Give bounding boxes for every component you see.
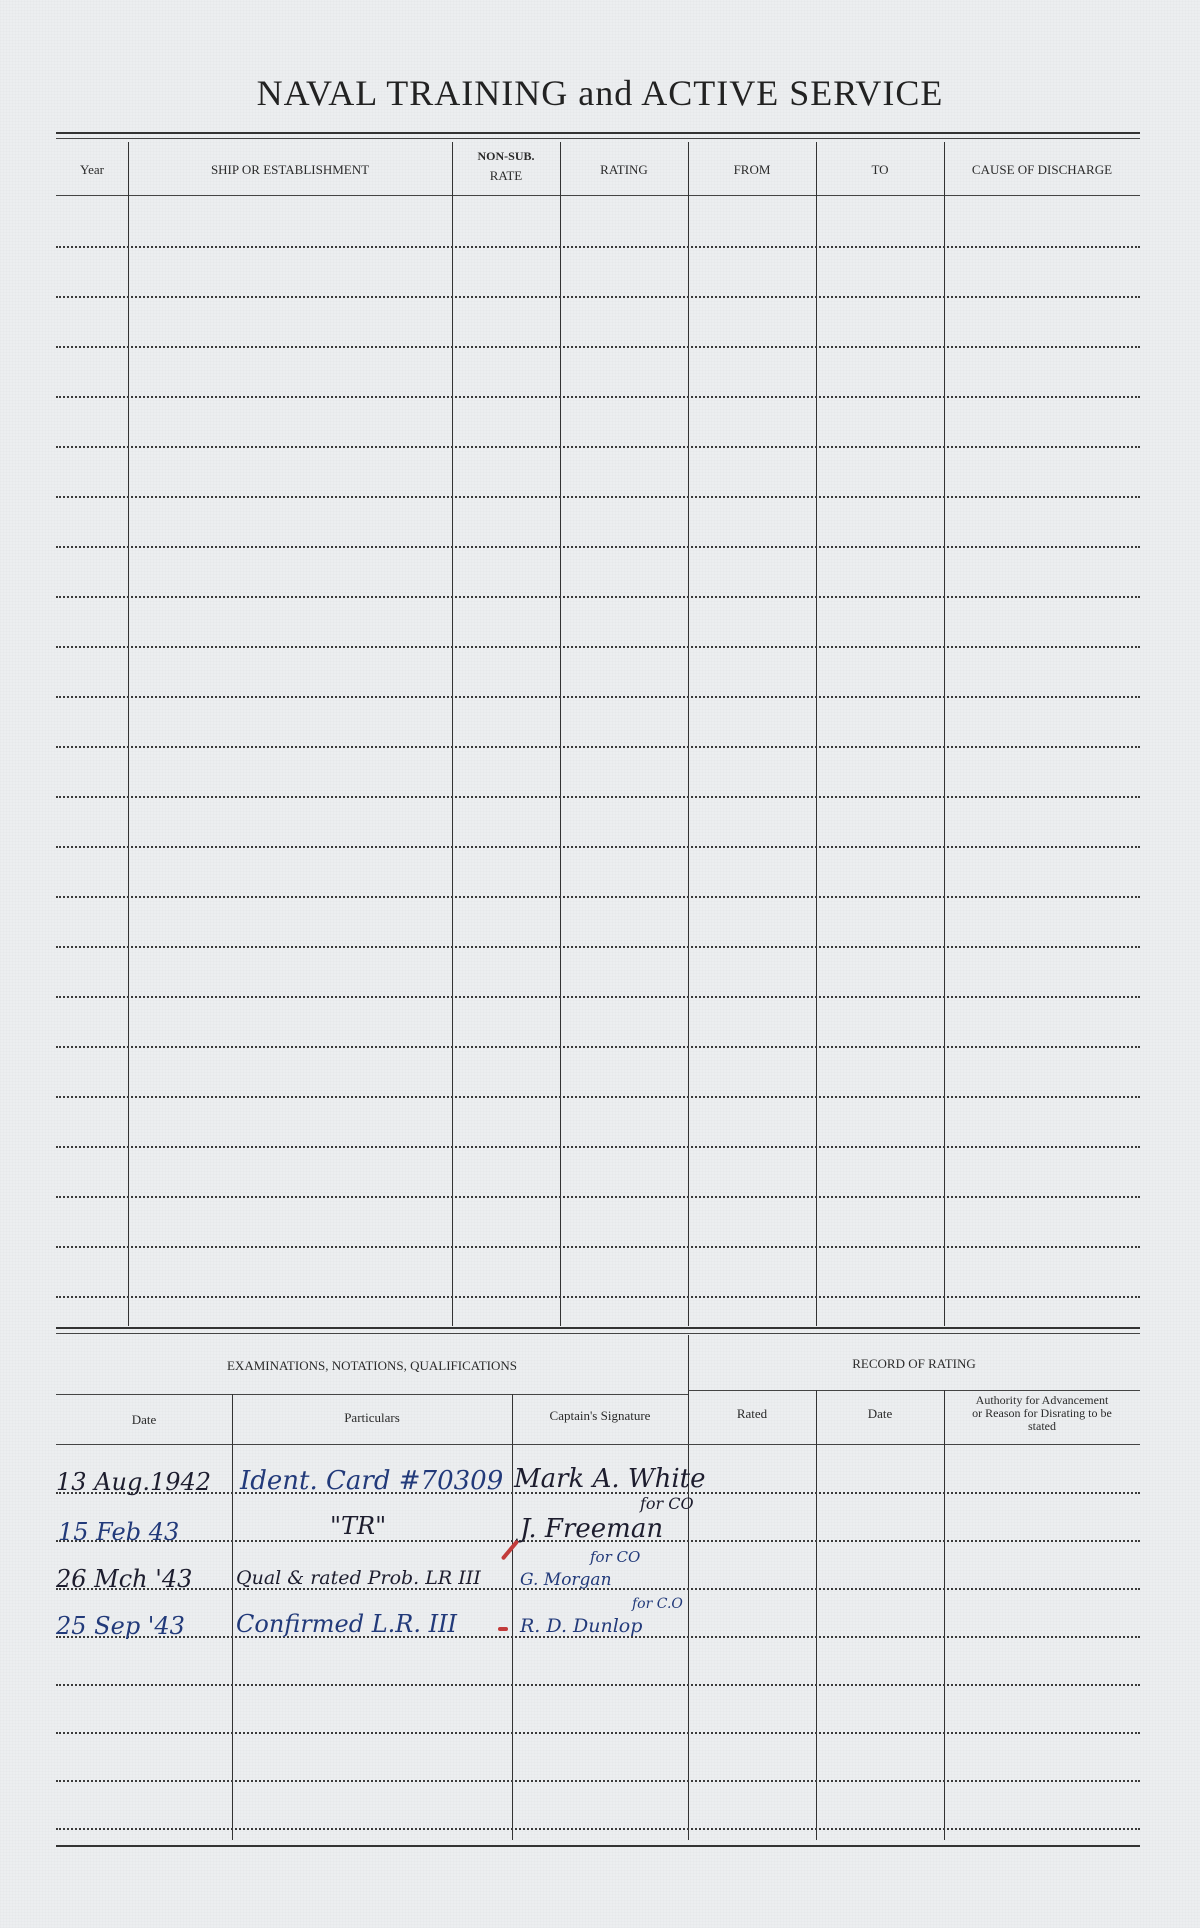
col-divider xyxy=(560,142,561,1326)
dotted-rule xyxy=(56,1046,1140,1048)
page-title: NAVAL TRAINING and ACTIVE SERVICE xyxy=(256,73,944,113)
col-divider xyxy=(816,1390,817,1840)
exam-row-1-particulars: Ident. Card #70309 xyxy=(240,1466,504,1496)
dotted-rule xyxy=(56,1296,1140,1298)
exam-row-2-date: 15 Feb 43 xyxy=(58,1518,180,1546)
col-divider xyxy=(512,1394,513,1840)
header-rated: Rated xyxy=(736,1406,768,1421)
dotted-rule xyxy=(56,596,1140,598)
header-authority-line3: stated xyxy=(1028,1419,1056,1433)
exam-row-1-date: 13 Aug.1942 xyxy=(56,1468,212,1496)
exam-row-4-date: 25 Sep '43 xyxy=(56,1612,185,1640)
examinations-section-title: EXAMINATIONS, NOTATIONS, QUALIFICATIONS xyxy=(226,1358,517,1373)
dotted-rule xyxy=(56,646,1140,648)
dotted-rule xyxy=(56,446,1140,448)
header-ship-or-establishment: SHIP OR ESTABLISHMENT xyxy=(210,162,370,177)
col-divider xyxy=(128,142,129,1326)
dotted-rule xyxy=(56,1246,1140,1248)
exam-row-3-note: for CO xyxy=(590,1548,641,1566)
exam-row-3-date: 26 Mch '43 xyxy=(56,1565,193,1593)
header-rating-date: Date xyxy=(867,1406,893,1421)
top-rule xyxy=(56,132,1140,134)
header-to: TO xyxy=(871,162,889,177)
exam-row-4-note: for C.O xyxy=(632,1596,683,1612)
dotted-rule xyxy=(56,1146,1140,1148)
header-authority xyxy=(944,1394,1140,1433)
dotted-rule xyxy=(56,896,1140,898)
header-particulars: Particulars xyxy=(344,1410,400,1425)
top-rule-thin xyxy=(56,138,1140,139)
dotted-rule xyxy=(56,1732,1140,1734)
rating-title-rule xyxy=(688,1390,1140,1391)
col-divider xyxy=(688,142,689,1326)
lower-header-rule xyxy=(56,1444,1140,1445)
dotted-rule xyxy=(56,546,1140,548)
dotted-rule xyxy=(56,1780,1140,1782)
col-divider xyxy=(816,142,817,1326)
col-divider xyxy=(944,142,945,1326)
dotted-rule xyxy=(56,1096,1140,1098)
dotted-rule xyxy=(56,496,1140,498)
service-bottom-rule-thin xyxy=(56,1333,1140,1334)
header-cause-of-discharge: CAUSE OF DISCHARGE xyxy=(971,162,1113,177)
header-captains-signature: Captain's Signature xyxy=(549,1408,651,1423)
header-authority-line1: Authority for Advancement xyxy=(975,1393,1109,1407)
exam-row-4-signature: R. D. Dunlop xyxy=(520,1615,643,1637)
dotted-rule xyxy=(56,246,1140,248)
dotted-rule xyxy=(56,796,1140,798)
bottom-rule xyxy=(56,1845,1140,1847)
exam-row-4-particulars: Confirmed L.R. III xyxy=(236,1610,458,1638)
header-exam-date: Date xyxy=(131,1412,157,1427)
dotted-rule xyxy=(56,396,1140,398)
service-bottom-rule xyxy=(56,1327,1140,1329)
dotted-rule xyxy=(56,946,1140,948)
header-from: FROM xyxy=(733,162,771,177)
dotted-rule xyxy=(56,346,1140,348)
col-divider xyxy=(452,142,453,1326)
dotted-rule xyxy=(56,746,1140,748)
exam-row-3-signature: G. Morgan xyxy=(520,1570,612,1590)
exam-row-2-signature: J. Freeman xyxy=(520,1514,664,1544)
red-ink-mark xyxy=(498,1627,508,1631)
service-header-rule xyxy=(56,195,1140,196)
dotted-rule xyxy=(56,1684,1140,1686)
header-year: Year xyxy=(80,162,104,177)
header-rating: RATING xyxy=(600,162,648,177)
red-ink-mark xyxy=(501,1540,519,1561)
dotted-rule xyxy=(56,1196,1140,1198)
dotted-rule xyxy=(56,696,1140,698)
exam-row-3-particulars: Qual & rated Prob. LR III xyxy=(236,1567,481,1589)
exam-row-2-note: for CO xyxy=(640,1494,694,1513)
col-divider xyxy=(232,1394,233,1840)
col-divider xyxy=(944,1390,945,1840)
header-rate: RATE xyxy=(489,168,523,183)
exam-row-2-particulars: "TR" xyxy=(330,1512,387,1540)
dotted-rule xyxy=(56,296,1140,298)
dotted-rule xyxy=(56,1828,1140,1830)
dotted-rule xyxy=(56,846,1140,848)
exam-title-rule xyxy=(56,1394,688,1395)
record-of-rating-title: RECORD OF RATING xyxy=(852,1356,976,1371)
exam-row-1-signature: Mark A. White xyxy=(514,1464,706,1494)
dotted-rule xyxy=(56,996,1140,998)
header-authority-line2: or Reason for Disrating to be xyxy=(972,1406,1112,1420)
header-non-sub: NON-SUB. xyxy=(477,149,535,163)
